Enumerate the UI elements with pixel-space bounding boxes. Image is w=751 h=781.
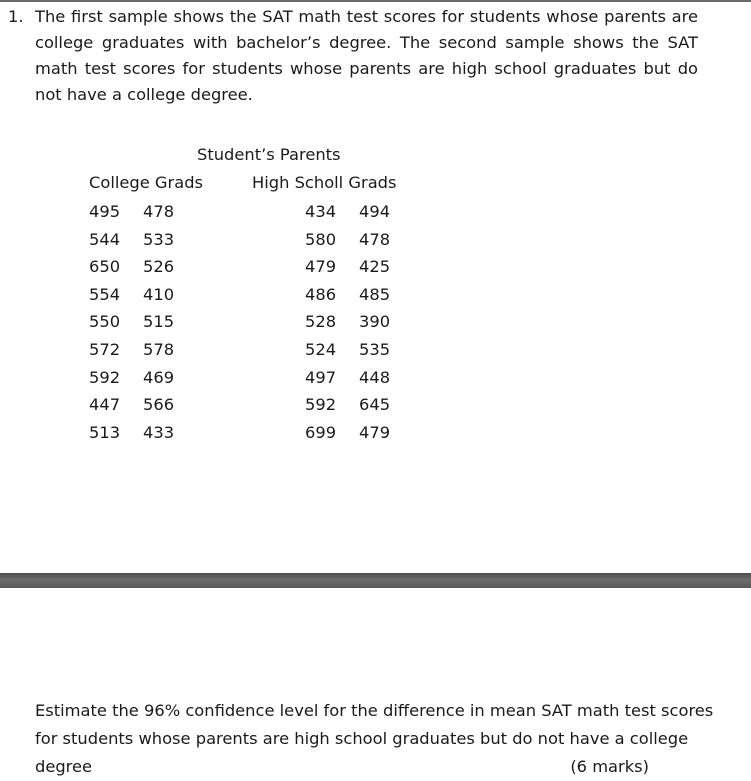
college-score-cell: 447 bbox=[89, 395, 121, 415]
college-score-cell: 550 bbox=[89, 312, 121, 332]
college-score-cell: 650 bbox=[89, 257, 121, 277]
question-text: The first sample shows the SAT math test scores for students whose parents are college graduates with bachelor’s degree. The second sample shows the SAT math test scores for students whose parents are high school graduates but do not have a college degree. bbox=[35, 7, 698, 104]
high-school-score-cell: 485 bbox=[359, 284, 391, 304]
high-school-score-cell: 479 bbox=[359, 422, 391, 442]
college-score-cell: 544 bbox=[89, 229, 121, 249]
high-school-score-cell: 524 bbox=[305, 340, 337, 359]
top-rule bbox=[0, 0, 751, 2]
high-school-score-cell: 486 bbox=[305, 284, 337, 304]
high-school-score-cell: 645 bbox=[359, 395, 391, 415]
high-school-score-cell: 434 bbox=[305, 202, 337, 221]
high-school-score-cell: 478 bbox=[359, 229, 391, 249]
high-school-score-cell: 494 bbox=[359, 202, 391, 221]
high-school-grads-header: High Scholl Grads bbox=[252, 173, 397, 192]
estimate-line-3-text: degree bbox=[35, 757, 93, 776]
college-grads-header: College Grads bbox=[89, 173, 204, 192]
high-school-score-cell: 390 bbox=[359, 312, 391, 332]
college-score-cell: 592 bbox=[89, 367, 121, 387]
high-school-score-cell: 528 bbox=[305, 312, 337, 332]
college-score-cell: 554 bbox=[89, 284, 121, 304]
college-score-cell: 566 bbox=[143, 395, 175, 415]
high-school-score-cell: 592 bbox=[305, 395, 337, 415]
estimate-line-1: Estimate the 96% confidence level for the difference in mean SAT math test scores bbox=[35, 701, 714, 720]
high-school-score-cell: 535 bbox=[359, 340, 391, 359]
college-score-cell: 469 bbox=[143, 367, 175, 387]
high-school-score-cell: 699 bbox=[305, 422, 337, 442]
estimate-question bbox=[35, 697, 714, 781]
high-school-score-cell: 448 bbox=[359, 367, 391, 387]
college-score-cell: 533 bbox=[143, 229, 175, 249]
high-school-score-cell: 497 bbox=[305, 367, 337, 387]
high-school-score-cell: 479 bbox=[305, 257, 337, 277]
college-score-cell: 513 bbox=[89, 422, 121, 442]
college-score-cell: 478 bbox=[143, 202, 175, 221]
college-score-cell: 410 bbox=[143, 284, 175, 304]
high-school-score-cell: 580 bbox=[305, 229, 337, 249]
estimate-line-2: for students whose parents are high school graduates but do not have a college bbox=[35, 729, 689, 748]
high-school-score-cell: 425 bbox=[359, 257, 391, 277]
college-score-cell: 495 bbox=[89, 202, 121, 221]
estimate-line-3 bbox=[35, 753, 649, 781]
marks-label: (6 marks) bbox=[570, 757, 649, 776]
college-score-cell: 578 bbox=[143, 340, 175, 359]
college-score-cell: 526 bbox=[143, 257, 175, 277]
question-block bbox=[8, 4, 698, 108]
college-score-cell: 572 bbox=[89, 340, 121, 359]
college-score-cell: 515 bbox=[143, 312, 175, 332]
section-divider bbox=[0, 573, 751, 588]
table-title: Student’s Parents bbox=[197, 145, 341, 164]
college-score-cell: 433 bbox=[143, 422, 175, 442]
question-number: 1. bbox=[8, 7, 24, 26]
